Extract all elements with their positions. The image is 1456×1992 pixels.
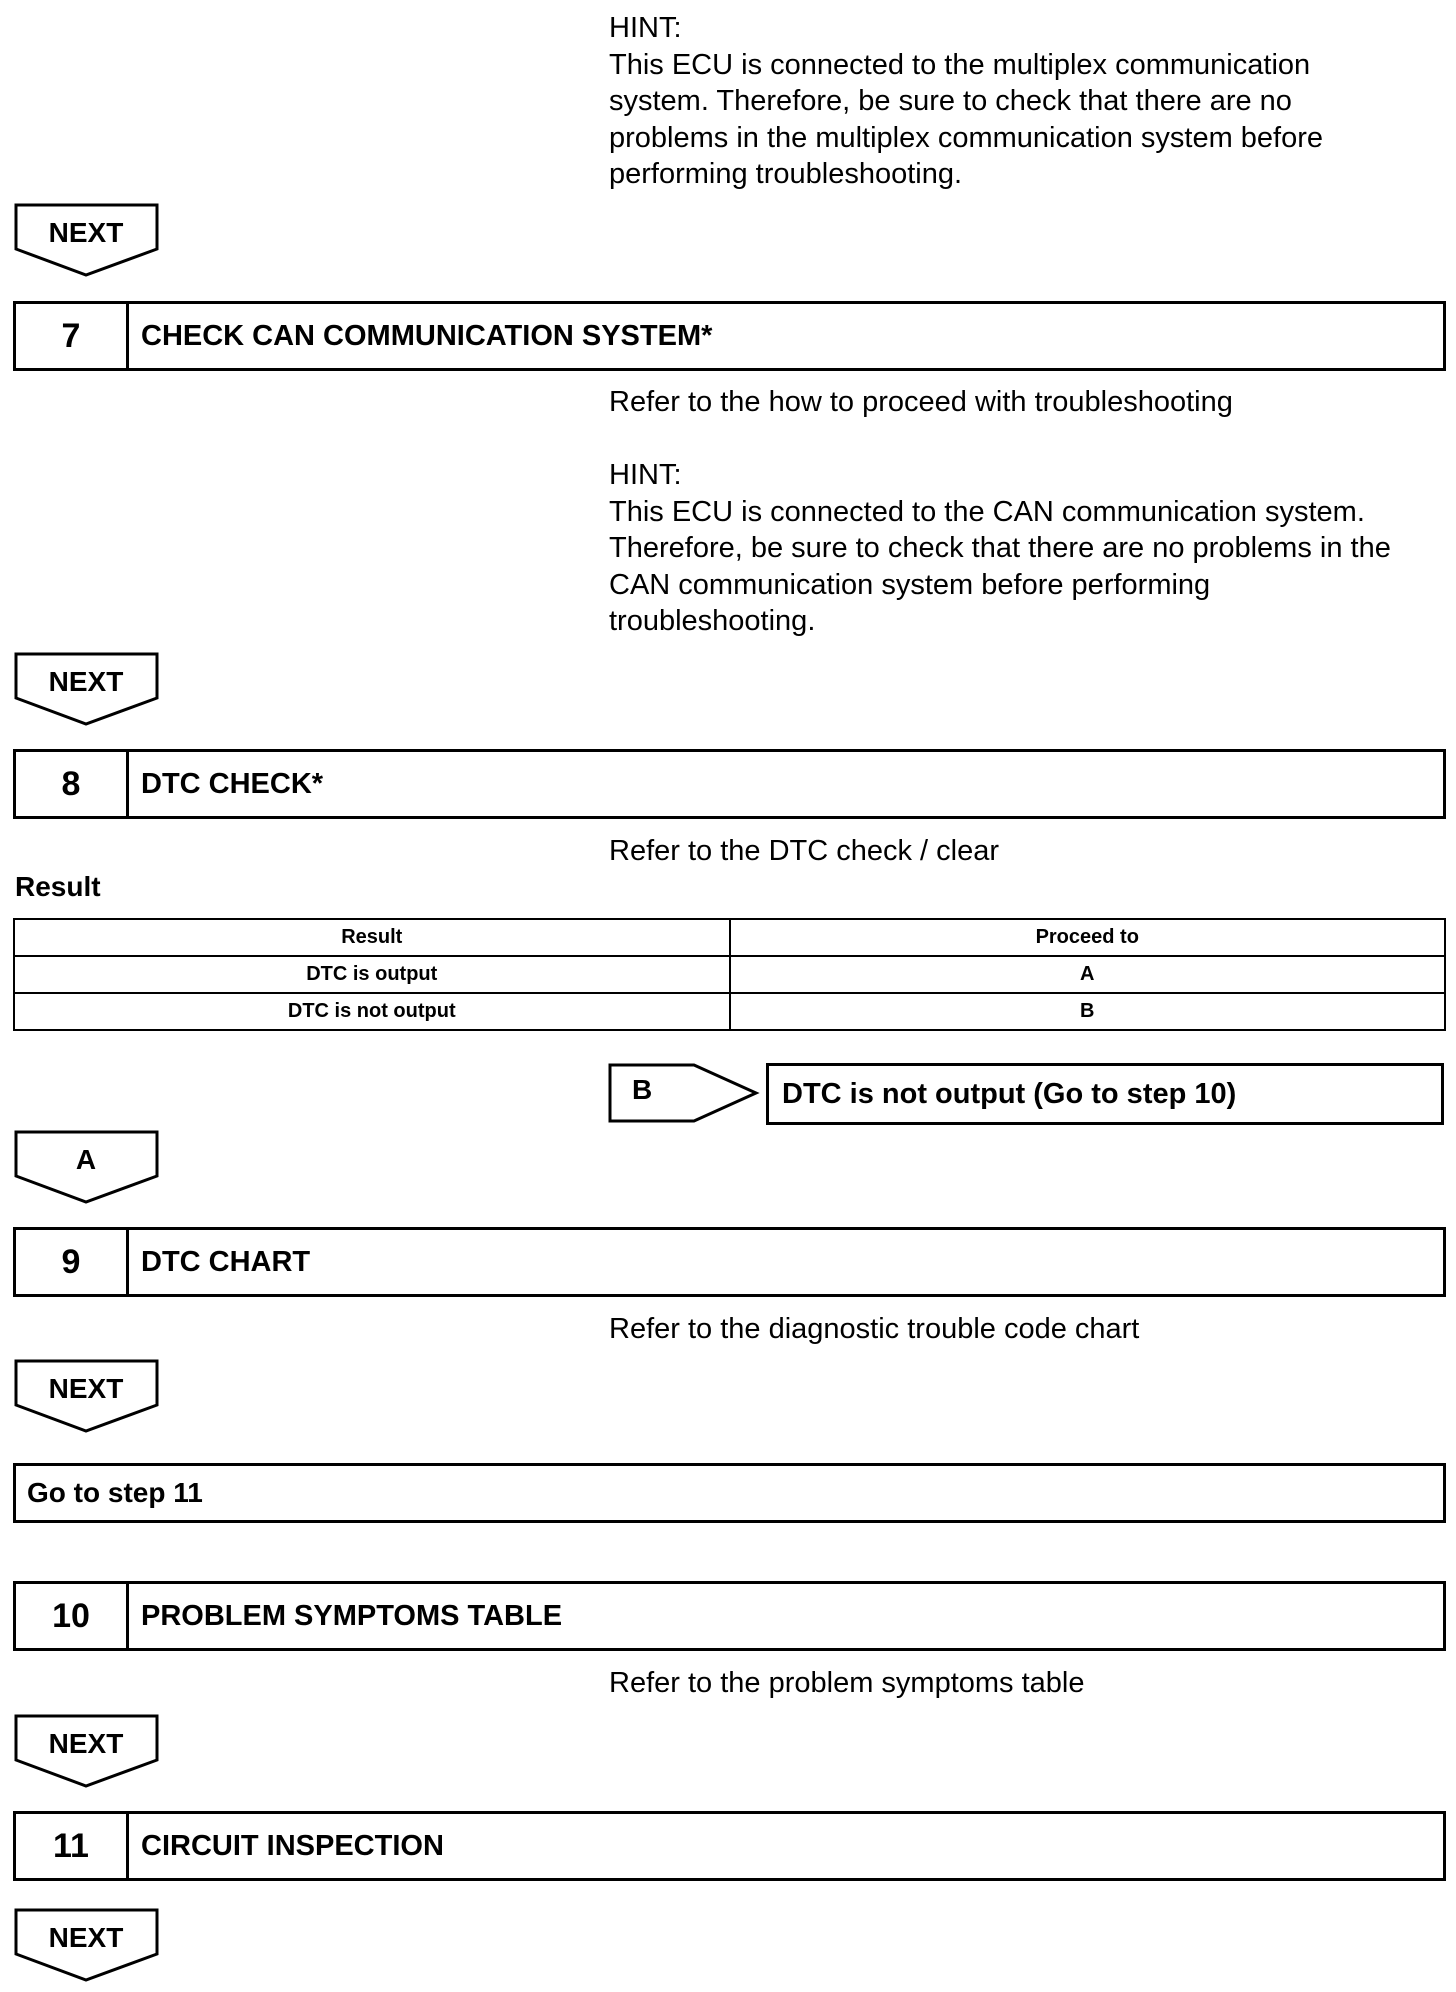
next-arrow-button[interactable] <box>14 652 160 726</box>
table-cell: A <box>730 956 1446 993</box>
step-number: 8 <box>16 752 129 816</box>
step-10-header <box>13 1581 1446 1651</box>
next-label: NEXT <box>48 1373 124 1404</box>
hint-line: troubleshooting. <box>609 605 816 637</box>
table-cell: DTC is output <box>14 956 730 993</box>
hint-block-multiplex <box>609 10 1323 193</box>
step-title: DTC CHECK* <box>141 767 324 800</box>
step-11-header <box>13 1811 1446 1881</box>
table-row <box>14 956 1445 993</box>
step-10-refer <box>609 1665 1084 1702</box>
step-number: 7 <box>16 304 129 368</box>
hint-line: CAN communication system before performing <box>609 568 1211 601</box>
refer-text: Refer to the diagnostic trouble code chart <box>609 1313 1140 1345</box>
refer-text: Refer to the DTC check / clear <box>609 835 1000 867</box>
hint-line: performing troubleshooting. <box>609 158 963 190</box>
next-arrow-button[interactable] <box>14 1908 160 1982</box>
next-label: NEXT <box>48 1728 124 1759</box>
step-title: PROBLEM SYMPTOMS TABLE <box>141 1599 563 1632</box>
refer-text: Refer to the how to proceed with troubleshooting <box>609 386 1233 418</box>
table-header-cell: Result <box>14 919 730 956</box>
next-label: NEXT <box>48 1922 124 1953</box>
hint-label: HINT: <box>609 12 682 44</box>
step-9-refer <box>609 1311 1139 1348</box>
refer-text: Refer to the problem symptoms table <box>609 1667 1085 1699</box>
step-7-refer <box>609 384 1233 421</box>
result-heading: Result <box>15 871 101 902</box>
hint-line: This ECU is connected to the CAN communication system. <box>609 495 1365 528</box>
step-title: DTC CHART <box>141 1245 311 1278</box>
next-arrow-button[interactable] <box>14 203 160 277</box>
table-row <box>14 993 1445 1030</box>
branch-b-target: DTC is not output (Go to step 10) <box>766 1063 1444 1125</box>
step-7-header <box>13 301 1446 371</box>
table-header-cell: Proceed to <box>730 919 1446 956</box>
hint-label: HINT: <box>609 459 682 491</box>
step-title: CHECK CAN COMMUNICATION SYSTEM* <box>141 319 713 352</box>
next-label: NEXT <box>48 666 124 697</box>
step-9-header <box>13 1227 1446 1297</box>
hint-line: problems in the multiplex communication system before <box>609 121 1324 154</box>
result-table <box>13 918 1446 1031</box>
goto-step-11: Go to step 11 <box>13 1463 1446 1523</box>
step-8-header <box>13 749 1446 819</box>
hint-block-can <box>609 457 1391 640</box>
hint-line: system. Therefore, be sure to check that there are no <box>609 85 1292 117</box>
table-header-row <box>14 919 1445 956</box>
table-cell: B <box>730 993 1446 1030</box>
table-cell: DTC is not output <box>14 993 730 1030</box>
step-number: 11 <box>16 1814 129 1878</box>
step-8-refer <box>609 833 999 870</box>
branch-b-arrow-button[interactable] <box>608 1063 760 1123</box>
hint-line: This ECU is connected to the multiplex communication <box>609 48 1311 81</box>
branch-a-arrow-button[interactable] <box>14 1130 160 1204</box>
step-title: CIRCUIT INSPECTION <box>141 1829 444 1862</box>
hint-line: Therefore, be sure to check that there are no problems in the <box>609 532 1391 564</box>
step-number: 10 <box>16 1584 129 1648</box>
branch-b-label: B <box>632 1074 653 1105</box>
next-arrow-button[interactable] <box>14 1714 160 1788</box>
next-arrow-button[interactable] <box>14 1359 160 1433</box>
branch-a-label: A <box>75 1144 97 1175</box>
next-label: NEXT <box>48 217 124 248</box>
right-arrow-shape-icon <box>608 1063 760 1123</box>
step-number: 9 <box>16 1230 129 1294</box>
